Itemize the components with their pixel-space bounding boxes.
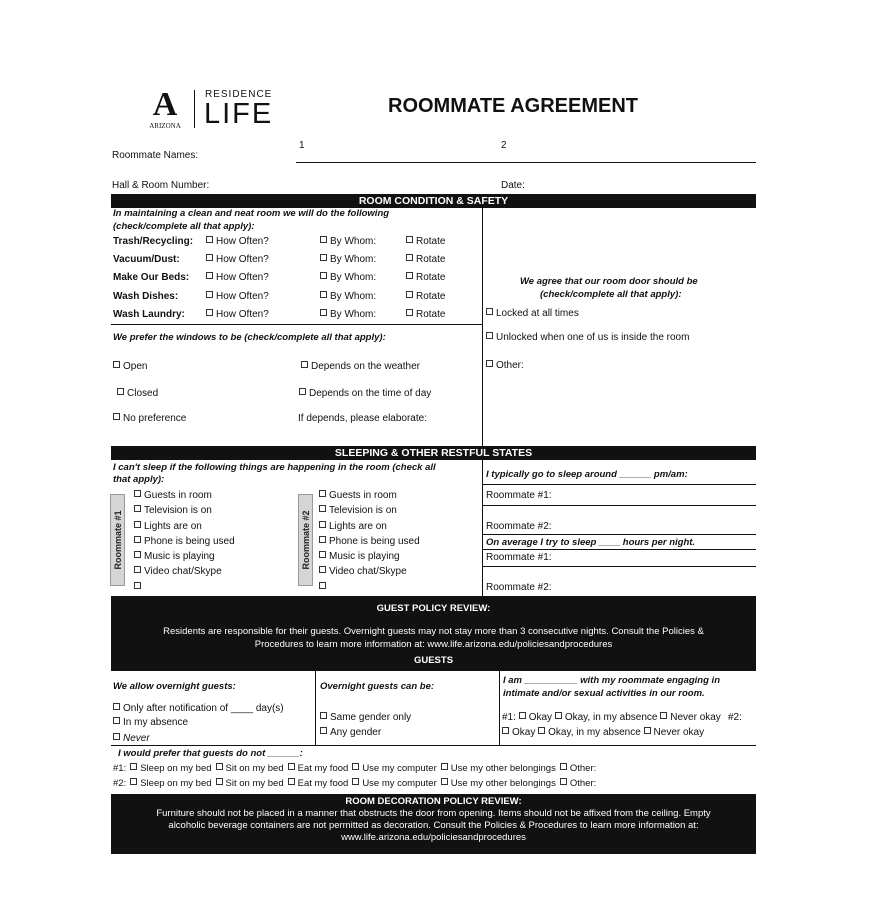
decoration-policy-text-1: Furniture should not be placed in a manner that obstructs the door from opening. Items should not be affixed from the ceiling. Empty: [156, 808, 711, 819]
prefer-option-label: Sit on my bed: [225, 778, 284, 789]
windows-weather[interactable]: [301, 361, 420, 373]
checkbox[interactable]: [319, 582, 326, 589]
checkbox[interactable]: [288, 778, 295, 785]
chore-rotate[interactable]: [406, 254, 445, 266]
windows-elaborate: If depends, please elaborate:: [298, 413, 427, 424]
checkbox[interactable]: [130, 778, 137, 785]
decoration-policy-text-2: alcoholic beverage containers are not permitted as decoration. Consult the Policies & Procedures to learn more information at:: [168, 820, 699, 831]
guests-divider-2: [499, 671, 500, 745]
door-option-label: Other:: [496, 360, 524, 371]
intimate-okay: Okay: [512, 727, 536, 738]
prefer-option-label: Other:: [569, 778, 597, 789]
checkbox[interactable]: [660, 712, 667, 719]
chore-by-whom[interactable]: [320, 254, 376, 266]
door-option-unlocked[interactable]: [486, 332, 689, 344]
checkbox[interactable]: [206, 254, 213, 261]
checkbox[interactable]: [320, 254, 327, 261]
university-logo: [143, 88, 193, 130]
decoration-policy-block: [111, 794, 756, 854]
guests-heading: GUESTS: [413, 655, 454, 666]
door-option-locked[interactable]: [486, 308, 579, 320]
sleep-item[interactable]: [134, 519, 235, 534]
sleep-item-label: Lights are on: [329, 520, 387, 532]
roommate-2-tab: [298, 494, 313, 586]
chore-rotate[interactable]: [406, 309, 445, 321]
checkbox[interactable]: [486, 360, 493, 367]
door-option-label: Locked at all times: [496, 308, 579, 319]
chore-rotate[interactable]: [406, 272, 445, 284]
sleep-item[interactable]: [319, 519, 420, 534]
checkbox[interactable]: [113, 361, 120, 368]
guest-policy-text-2: Procedures to learn more information at: www.life.arizona.edu/policiesandprocedures: [254, 639, 613, 650]
prefer-option-label: Use my computer: [362, 763, 437, 774]
sleep-right-line-3: [482, 534, 756, 535]
allow-opt-notification[interactable]: [113, 703, 284, 715]
chore-rotate-label: Rotate: [416, 236, 446, 247]
chore-label-label: Vacuum/Dust:: [113, 254, 180, 266]
intimate-row-2-prefix: #2:: [728, 712, 742, 723]
chore-how-often[interactable]: [206, 236, 269, 248]
decoration-policy-heading: ROOM DECORATION POLICY REVIEW:: [345, 796, 522, 807]
brand-main: LIFE: [204, 98, 274, 130]
chore-label: [113, 309, 185, 321]
guests-divider-1: [315, 671, 316, 745]
decoration-policy-text-3: www.life.arizona.edu/policiesandprocedures: [341, 832, 526, 843]
checkbox[interactable]: [406, 254, 413, 261]
hours-rm2[interactable]: Roommate #2:: [486, 582, 552, 593]
date-label: Date:: [501, 180, 525, 191]
checkbox[interactable]: [206, 291, 213, 298]
allow-opt-absence[interactable]: [113, 717, 188, 729]
windows-closed-label: Closed: [127, 388, 159, 399]
sleep-item-label: Music is playing: [144, 551, 215, 563]
chore-rotate-label: Rotate: [416, 272, 446, 284]
chore-label: [113, 272, 189, 284]
checkbox[interactable]: [352, 763, 359, 770]
windows-nopref-label: No preference: [123, 413, 187, 424]
chore-label: [113, 291, 178, 303]
chore-rotate[interactable]: [406, 291, 445, 303]
sleep-item-label: Video chat/Skype: [144, 566, 222, 578]
chore-by-whom-label: By Whom:: [330, 308, 377, 320]
sleep-item[interactable]: [319, 549, 420, 564]
checkbox[interactable]: [486, 308, 493, 315]
prefer-option-label: Eat my food: [297, 763, 349, 774]
logo-subtext: ARIZONA: [149, 122, 181, 130]
checkbox[interactable]: [320, 236, 327, 243]
door-option-label: Unlocked when one of us is inside the room: [496, 332, 690, 343]
chore-label: [113, 236, 193, 248]
roommate-1-tab-label: Roommate #1: [112, 510, 123, 570]
checkbox[interactable]: [319, 536, 326, 543]
checkbox[interactable]: [301, 361, 308, 368]
sleep-item-label: Music is playing: [329, 551, 400, 563]
checkbox[interactable]: [299, 388, 306, 395]
guest-policy-block: [111, 596, 756, 671]
checkbox[interactable]: [538, 727, 545, 734]
roommate-2-sleep-list: [319, 488, 420, 595]
checkbox[interactable]: [206, 236, 213, 243]
sleep-item-label: Guests in room: [144, 490, 212, 501]
sleep-item-label: Television is on: [329, 505, 397, 517]
checkbox[interactable]: [560, 763, 567, 770]
bedtime-rm1[interactable]: Roommate #1:: [486, 490, 552, 501]
allow-opt-never[interactable]: [113, 733, 150, 745]
allow-opt-label: Never: [123, 733, 150, 744]
checkbox[interactable]: [644, 727, 651, 734]
sleep-item-label: Guests in room: [329, 490, 397, 501]
chore-label-label: Wash Laundry:: [113, 308, 185, 320]
sleep-section-divider: [482, 460, 483, 596]
chore-label: [113, 254, 180, 266]
checkbox[interactable]: [320, 309, 327, 316]
guest-policy-text-1: Residents are responsible for their guests. Overnight guests may not stay more than 3 consecutive nights. Consult the Policies &: [163, 626, 704, 637]
checkbox[interactable]: [319, 566, 326, 573]
prefer-option-label: Other:: [569, 763, 597, 774]
checkbox[interactable]: [320, 272, 327, 279]
chore-by-whom[interactable]: [320, 291, 376, 303]
sleeping-heading: SLEEPING & OTHER RESTFUL STATES: [111, 446, 756, 460]
windows-time[interactable]: [299, 388, 431, 400]
windows-no-preference[interactable]: [113, 413, 186, 425]
bedtime-rm2[interactable]: Roommate #2:: [486, 521, 552, 532]
guests-bottom-line: [111, 745, 756, 746]
windows-time-label: Depends on the time of day: [309, 388, 432, 399]
roommate-2-tab-label: Roommate #2: [300, 510, 311, 570]
checkbox[interactable]: [206, 272, 213, 279]
cleaning-bottom-line: [111, 324, 482, 325]
brand-top: RESIDENCE: [205, 89, 273, 100]
sleep-item[interactable]: [134, 564, 235, 579]
page-title: ROOMMATE AGREEMENT: [388, 95, 638, 117]
windows-open[interactable]: [113, 361, 147, 373]
chore-rotate[interactable]: [406, 236, 445, 248]
sleep-item[interactable]: [319, 503, 420, 518]
roommate-2-number: 2: [501, 140, 507, 151]
chore-how-often[interactable]: [206, 291, 269, 303]
door-option-other[interactable]: [486, 360, 524, 372]
intimate-okay: Okay: [528, 712, 553, 723]
logo-letter: A: [152, 86, 178, 123]
checkbox[interactable]: [113, 717, 120, 724]
checkbox[interactable]: [134, 551, 141, 558]
sleep-item[interactable]: [134, 488, 235, 503]
sleep-right-line-1: [482, 484, 756, 485]
chore-rotate-label: Rotate: [416, 254, 446, 266]
sleep-intro-2: that apply):: [113, 474, 165, 485]
room-condition-heading: ROOM CONDITION & SAFETY: [111, 194, 756, 208]
chore-how-often[interactable]: [206, 254, 269, 266]
checkbox[interactable]: [320, 727, 327, 734]
checkbox[interactable]: [406, 291, 413, 298]
room-section-divider: [482, 208, 483, 446]
prefer-option-label: Use my computer: [362, 778, 437, 789]
same-gender-option[interactable]: [320, 712, 411, 724]
checkbox[interactable]: [406, 309, 413, 316]
checkbox[interactable]: [352, 778, 359, 785]
prefer-not-label: I would prefer that guests do not ______:: [118, 748, 303, 759]
checkbox[interactable]: [560, 778, 567, 785]
intimate-line-1: I am __________ with my roommate engaging in: [503, 675, 720, 686]
chore-rotate-label: Rotate: [416, 308, 446, 320]
sleep-item-label: Video chat/Skype: [329, 566, 407, 578]
guests-can-be-label: Overnight guests can be:: [320, 681, 435, 692]
checkbox[interactable]: [319, 505, 326, 512]
door-intro-2: (check/complete all that apply):: [540, 289, 682, 300]
allow-opt-label: Only after notification of ____ day(s): [123, 703, 284, 714]
allow-guests-label: We allow overnight guests:: [113, 681, 236, 692]
checkbox[interactable]: [134, 521, 141, 528]
chore-how-often-label: How Often?: [216, 272, 269, 284]
checkbox[interactable]: [502, 727, 509, 734]
prefer-option-label: Eat my food: [297, 778, 349, 789]
checkbox[interactable]: [441, 778, 448, 785]
intimate-never: Never okay: [670, 712, 721, 723]
chore-by-whom-label: By Whom:: [330, 272, 377, 284]
checkbox[interactable]: [134, 505, 141, 512]
checkbox[interactable]: [319, 490, 326, 497]
chore-label-label: Trash/Recycling:: [113, 236, 194, 247]
prefer-row-2: [113, 778, 600, 790]
intimate-never: Never okay: [653, 727, 705, 738]
roommate-names-line[interactable]: [296, 162, 756, 163]
prefer-row-1: [113, 763, 600, 775]
checkbox[interactable]: [406, 272, 413, 279]
any-gender-option[interactable]: [320, 727, 381, 739]
sleep-intro-1: I can't sleep if the following things are happening in the room (check all: [113, 462, 436, 473]
roommate-1-number: 1: [299, 140, 305, 151]
hall-room-label: Hall & Room Number:: [112, 180, 210, 191]
chore-by-whom-label: By Whom:: [330, 236, 377, 247]
chore-label-label: Wash Dishes:: [113, 290, 179, 302]
windows-weather-label: Depends on the weather: [311, 361, 420, 372]
roommate-1-tab: [110, 494, 125, 586]
hours-question: On average I try to sleep ____ hours per night.: [486, 537, 696, 548]
windows-closed[interactable]: [117, 388, 158, 400]
same-gender-label: Same gender only: [330, 712, 412, 723]
sleep-item-label: Phone is being used: [144, 535, 235, 547]
prefer-option-label: Sleep on my bed: [140, 778, 212, 789]
checkbox[interactable]: [319, 521, 326, 528]
intimate-row-1: [502, 712, 721, 724]
sleep-right-line-4: [482, 549, 756, 550]
prefer-row-prefix: #2:: [113, 778, 127, 789]
checkbox[interactable]: [117, 388, 124, 395]
chore-how-often[interactable]: [206, 272, 269, 284]
any-gender-label: Any gender: [330, 727, 382, 738]
checkbox[interactable]: [134, 490, 141, 497]
prefer-option-label: Sleep on my bed: [140, 763, 212, 774]
sleep-right-line-2: [482, 505, 756, 506]
checkbox[interactable]: [519, 712, 526, 719]
checkbox[interactable]: [113, 703, 120, 710]
intimate-row-1-prefix: #1:: [502, 712, 516, 723]
sleep-item-label: Television is on: [144, 505, 212, 517]
chore-by-whom-label: By Whom:: [330, 254, 377, 266]
cleaning-intro-2: (check/complete all that apply):: [113, 221, 255, 232]
windows-open-label: Open: [123, 361, 148, 372]
hours-rm1[interactable]: Roommate #1:: [486, 552, 552, 563]
checkbox[interactable]: [130, 763, 137, 770]
sleep-item[interactable]: [319, 534, 420, 549]
checkbox[interactable]: [216, 763, 223, 770]
prefer-option-label: Sit on my bed: [225, 763, 284, 774]
chore-how-often-label: How Often?: [216, 308, 269, 320]
intimate-line-2: intimate and/or sexual activities in our room.: [503, 688, 705, 699]
chore-rotate-label: Rotate: [416, 290, 446, 302]
cleaning-intro-1: In maintaining a clean and neat room we will do the following: [113, 208, 390, 219]
allow-opt-label: In my absence: [123, 717, 189, 728]
checkbox[interactable]: [113, 413, 120, 420]
chore-how-often-label: How Often?: [216, 290, 269, 302]
checkbox[interactable]: [134, 582, 141, 589]
bedtime-question: I typically go to sleep around ______ pm/am:: [486, 469, 688, 480]
prefer-row-prefix: #1:: [113, 763, 127, 774]
chore-by-whom-label: By Whom:: [330, 290, 377, 302]
chore-label-label: Make Our Beds:: [113, 272, 190, 284]
sleep-item[interactable]: [134, 503, 235, 518]
checkbox[interactable]: [486, 332, 493, 339]
guest-policy-heading: GUEST POLICY REVIEW:: [376, 603, 491, 614]
windows-intro: We prefer the windows to be (check/complete all that apply):: [113, 332, 386, 343]
intimate-row-2: [502, 727, 704, 739]
checkbox[interactable]: [113, 733, 120, 740]
sleep-item-label: Phone is being used: [329, 535, 420, 547]
logo-divider: [194, 90, 195, 128]
checkbox[interactable]: [319, 551, 326, 558]
sleep-item[interactable]: [134, 534, 235, 549]
sleep-right-line-5: [482, 566, 756, 567]
checkbox[interactable]: [134, 566, 141, 573]
sleep-item[interactable]: [134, 549, 235, 564]
sleep-item[interactable]: [319, 564, 420, 579]
intimate-okay-absence: Okay, in my absence: [548, 727, 641, 738]
chore-how-often[interactable]: [206, 309, 269, 321]
chore-by-whom[interactable]: [320, 272, 376, 284]
chore-by-whom[interactable]: [320, 309, 376, 321]
checkbox[interactable]: [288, 763, 295, 770]
sleep-item[interactable]: [319, 580, 420, 595]
prefer-option-label: Use my other belongings: [450, 763, 556, 774]
checkbox[interactable]: [320, 291, 327, 298]
sleep-item[interactable]: [134, 580, 235, 595]
sleep-item[interactable]: [319, 488, 420, 503]
sleep-item-label: Lights are on: [144, 520, 202, 532]
checkbox[interactable]: [555, 712, 562, 719]
chore-by-whom[interactable]: [320, 236, 376, 248]
roommate-1-sleep-list: [134, 488, 235, 595]
checkbox[interactable]: [206, 309, 213, 316]
chore-how-often-label: How Often?: [216, 254, 269, 266]
door-intro-1: We agree that our room door should be: [520, 276, 698, 287]
chore-how-often-label: How Often?: [216, 236, 269, 247]
checkbox[interactable]: [320, 712, 327, 719]
checkbox[interactable]: [406, 236, 413, 243]
checkbox[interactable]: [441, 763, 448, 770]
roommate-names-label: Roommate Names:: [112, 150, 199, 161]
intimate-okay-absence: Okay, in my absence: [564, 712, 658, 723]
prefer-option-label: Use my other belongings: [450, 778, 556, 789]
checkbox[interactable]: [216, 778, 223, 785]
checkbox[interactable]: [134, 536, 141, 543]
